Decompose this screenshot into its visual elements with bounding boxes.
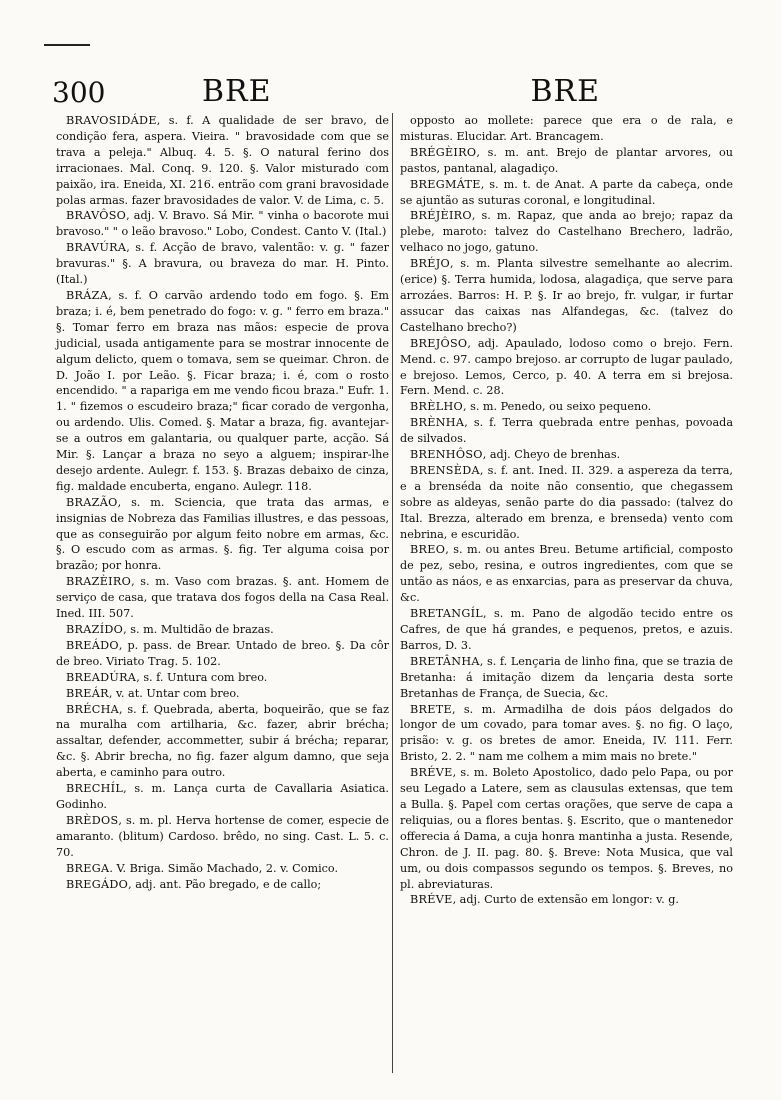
entry-definition: , adj. ant. Pão bregado, e de callo; [128, 877, 322, 891]
dictionary-entry [400, 336, 733, 400]
dictionary-entry [56, 686, 389, 702]
entry-headword: BREGÁDO [66, 877, 129, 891]
entry-headword: BRETÂNHA [410, 654, 480, 668]
entry-headword: BRETANGÍL [410, 607, 484, 621]
entry-headword: BRAVOSIDÁDE [66, 114, 157, 127]
entry-definition: , adj. Curto de extensão em longor: v. g. [452, 893, 679, 907]
entry-headword: BRÉVE [410, 766, 453, 780]
page-number: 300 [52, 76, 106, 109]
dictionary-entry [400, 145, 733, 177]
entry-definition: , s. f. Untura com breo. [136, 670, 268, 684]
entry-definition: , v. at. Untar com breo. [108, 686, 240, 700]
entry-definition: , s. f. Quebrada, aberta, boqueirão, que se faz na muralha com artilharia, &c. fazer, abrir brécha; assaltar, defender, accommetter, subir á brécha; reparar, &c. §. Abrir brecha, no fig. fazer algum damno, que seja aberta, e caminho para outro. [56, 702, 389, 780]
entry-definition: , adj. V. Bravo. Sá Mir. " vinha o bacorote mui bravoso." " o leão bravoso." Lobo, Condest. Canto V. (Ital.) [56, 209, 389, 239]
entry-definition: , s. m. Lança curta de Cavallaria Asiatica. Godinho. [56, 782, 389, 811]
entry-definition: , s. m. Pano de algodão tecido entre os Cafres, de que há grandes, e pequenos, pretos, e azuis. Barros, D. 3. [400, 607, 733, 652]
dictionary-entry [400, 463, 733, 543]
dictionary-entry [400, 765, 733, 892]
entry-definition: , s. m. Planta silvestre semelhante ao alecrim. (erice) §. Terra humida, lodosa, alagadiça, que serve para arrozáes. Barros: H. P. §. Ir ao brejo, fr. vulgar, ir furtar assucar das caixas nas Alfandegas, &c. (talvez do Castelhano brecho?) [400, 257, 733, 334]
entry-definition: , s. m. Armadilha de dois páos delgados do longor de um covado, para tomar aves. §. no fig. O laço, prisão: v. g. os bretes de amor. Eneida, IV. 111. Ferr. Bristo, 2. 2. " nam me colhem a mim mais no brete." [400, 702, 733, 764]
page-header [52, 70, 745, 110]
entry-headword: BRAVÚRA [66, 241, 127, 255]
entry-definition: , adj. Cheyo de brenhas. [482, 448, 621, 462]
entry-definition: , p. pass. de Brear. Untado de breo. §. Da côr de breo. Viriato Trag. 5. 102. [56, 638, 389, 668]
entry-headword: BREJÔSO [410, 336, 468, 350]
entry-definition: , s. m. Rapaz, que anda ao brejo; rapaz da plebe, maroto: talvez do Castelhano Brechero, ladrão, velhaco no jogo, gatuno. [400, 209, 733, 255]
dictionary-entry [56, 240, 389, 288]
entry-definition: , s. m. ou antes Breu. Betume artificial, composto de pez, sebo, resina, e outros ingredientes, com que se untão as náos, e as enxarcias, para as preservar da chuva, &c. [400, 543, 733, 605]
entry-headword: BRÈDOS [66, 813, 119, 827]
entry-definition: , s. m. Penedo, ou seixo pequeno. [462, 400, 652, 414]
entry-headword: BREGMÁTE [410, 177, 481, 191]
entry-definition: , s. m. t. de Anat. A parte da cabeça, onde se ajuntão as suturas coronal, e longitudinal. [400, 177, 733, 207]
running-head-left: BRE [202, 74, 272, 109]
dictionary-entry [56, 877, 389, 893]
dictionary-entry [56, 781, 389, 813]
dictionary-entry [400, 256, 733, 336]
entry-headword: BRAZÍDO [66, 623, 124, 636]
entry-headword: BREADÚRA [66, 670, 137, 684]
dictionary-entry [56, 113, 389, 208]
entry-headword: BRÉCHA [66, 702, 120, 716]
dictionary-entry [56, 495, 389, 575]
entry-headword: BRÉJO [410, 257, 450, 271]
entry-definition: , s. f. A qualidade de ser bravo, de condição fera, aspera. Vieira. " bravosidade com que se trava a peleja." Albuq. 4. 5. §. O natural ferino dos irracionaes. Mal. Conq. 9. 120. §. Valor misturado com paixão, ira. Eneida, XI. 216. entrão com grani bravosidade polas armas. fazer bravosidades de valor. V. de Lima, c. 5. [56, 114, 389, 207]
entry-headword: BRENSÈDA [410, 463, 480, 477]
top-rule [44, 44, 90, 46]
entry-definition: , s. m. pl. Herva hortense de comer, especie de amaranto. (blitum) Cardoso. brêdo, no sing. Cast. L. 5. c. 70. [56, 813, 389, 859]
dictionary-entry [400, 447, 733, 463]
entry-definition: , s. m. ant. Brejo de plantar arvores, ou pastos, pantanal, alagadiço. [400, 145, 733, 175]
dictionary-entry [400, 113, 733, 145]
entry-headword: BRENHÔSO [410, 448, 483, 462]
dictionary-entry [400, 399, 733, 415]
dictionary-entry [56, 702, 389, 782]
entry-headword: BRÁZA [66, 288, 109, 302]
dictionary-entry [400, 177, 733, 209]
column-divider [392, 113, 393, 1073]
entry-definition: . V. Briga. Simão Machado, 2. v. Comico. [109, 861, 339, 875]
entry-definition: , s. f. ant. Ined. II. 329. a aspereza da terra, e a brenséda da noite não consentio, que chegassem sobre as aldeyas, senão parte do dia passado: (talvez do Ital. Brezza, alterado em brenza, e brenseda) vento com nebrina, e escuridão. [400, 463, 733, 541]
entry-definition: , s. f. O carvão ardendo todo em fogo. §. Em braza; i. é, bem penetrado do fogo: v. g. " ferro em braza." §. Tomar ferro em braza nas mãos: especie de prova judicial, usada antigamente para se mostrar innocente de algum delicto, quem o tomava, sem se queimar. Chron. de D. João I. por Leão. §. Ficar braza; i. é, com o rosto encendido. " a rapariga em me vendo ficou braza." Eufr. 1. 1. " fizemos o escudeiro braza;" ficar corado de vergonha, ou ardendo. Ulis. Comed. §. Matar a braza, fig. avantejar-se a outros em galantaria, ou qualquer parte, acção. Sá Mir. §. Lançar a braza no seyo a alguem; inspirar-lhe desejo ardente. Aulegr. f. 153. §. Brazas debaixo de cinza, fig. maldade encuberta, engano. Aulegr. 118. [56, 288, 389, 493]
right-column [400, 113, 733, 908]
entry-definition: , s. m. Vaso com brazas. §. ant. Homem de serviço de casa, que tratava dos fogos della na Casa Real. Ined. III. 507. [56, 575, 389, 621]
entry-headword: BREGA [66, 861, 110, 875]
entry-headword: BRÉGÈIRO [410, 145, 477, 159]
entry-headword: BREO [410, 543, 446, 557]
entry-definition: , s. f. Terra quebrada entre penhas, povoada de silvados. [400, 416, 733, 446]
dictionary-entry [56, 638, 389, 670]
dictionary-entry [56, 622, 389, 638]
entry-definition: , s. m. Multidão de brazas. [123, 623, 274, 636]
entry-definition: opposto ao mollete: parece que era o de rala, e misturas. Elucidar. Art. Brancagem. [400, 114, 733, 143]
entry-definition: , adj. Apaulado, lodoso como o brejo. Fern. Mend. c. 97. campo brejoso. ar corrupto de lugar paulado, e brejoso. Lemos, Cerco, p. 40. A terra em si brejosa. Fern. Mend. c. 28. [400, 336, 733, 398]
dictionary-entry [56, 208, 389, 240]
entry-definition: , s. m. Sciencia, que trata das armas, e insignias de Nobreza das Familias illustres, e das pessoas, que as conseguirão por algum feito nobre em armas, &c. §. O escudo com as armas. §. fig. Ter alguma coisa por brazão; por honra. [56, 495, 389, 573]
dictionary-entry [400, 208, 733, 256]
entry-headword: BRÉJÈIRO [410, 209, 472, 223]
entry-headword: BREÁDO [66, 638, 119, 652]
entry-headword: BREÁR [66, 686, 109, 700]
left-column [56, 113, 389, 892]
dictionary-entry [56, 861, 389, 877]
dictionary-entry [56, 670, 389, 686]
entry-headword: BRETE [410, 702, 452, 716]
entry-headword: BRÉVE [410, 893, 453, 907]
running-head-right: BRE [530, 74, 600, 109]
dictionary-entry [400, 606, 733, 654]
dictionary-entry [56, 813, 389, 861]
entry-headword: BRAZÃO [66, 495, 118, 509]
dictionary-entry [400, 702, 733, 766]
entry-headword: BRECHÍL [66, 782, 124, 796]
entry-headword: BRAZÈIRO [66, 575, 132, 589]
entry-headword: BRAVÔSO [66, 209, 127, 223]
dictionary-entry [400, 892, 733, 908]
dictionary-entry [56, 288, 389, 495]
entry-definition: , s. f. Lençaria de linho fina, que se trazia de Bretanha: á imitação dizem da lençaria desta sorte Bretanhas de França, de Suecia, &c. [400, 654, 733, 700]
entry-headword: BRÈNHA [410, 416, 465, 430]
entry-headword: BRÈLHO [410, 400, 463, 414]
entry-definition: , s. f. Acção de bravo, valentão: v. g. " fazer bravuras." §. A bravura, ou braveza do mar. H. Pinto. (Ital.) [56, 241, 389, 287]
dictionary-entry [400, 542, 733, 606]
dictionary-entry [400, 415, 733, 447]
entry-definition: , s. m. Boleto Apostolico, dado pelo Papa, ou por seu Legado a Latere, sem as clausulas extensas, que tem a Bulla. §. Papel com certas orações, que serve de capa a reliquias, ou a flores bentas. §. Escrito, que o mantenedor offerecia á Dama, a cuja honra mantinha a justa. Resende, Chron. de J. II. pag. 80. §. Breve: Nota Musica, que val um, ou dois compassos segundo os tempos. §. Breves, no pl. abreviaturas. [400, 766, 733, 891]
dictionary-entry [400, 654, 733, 702]
dictionary-entry [56, 574, 389, 622]
